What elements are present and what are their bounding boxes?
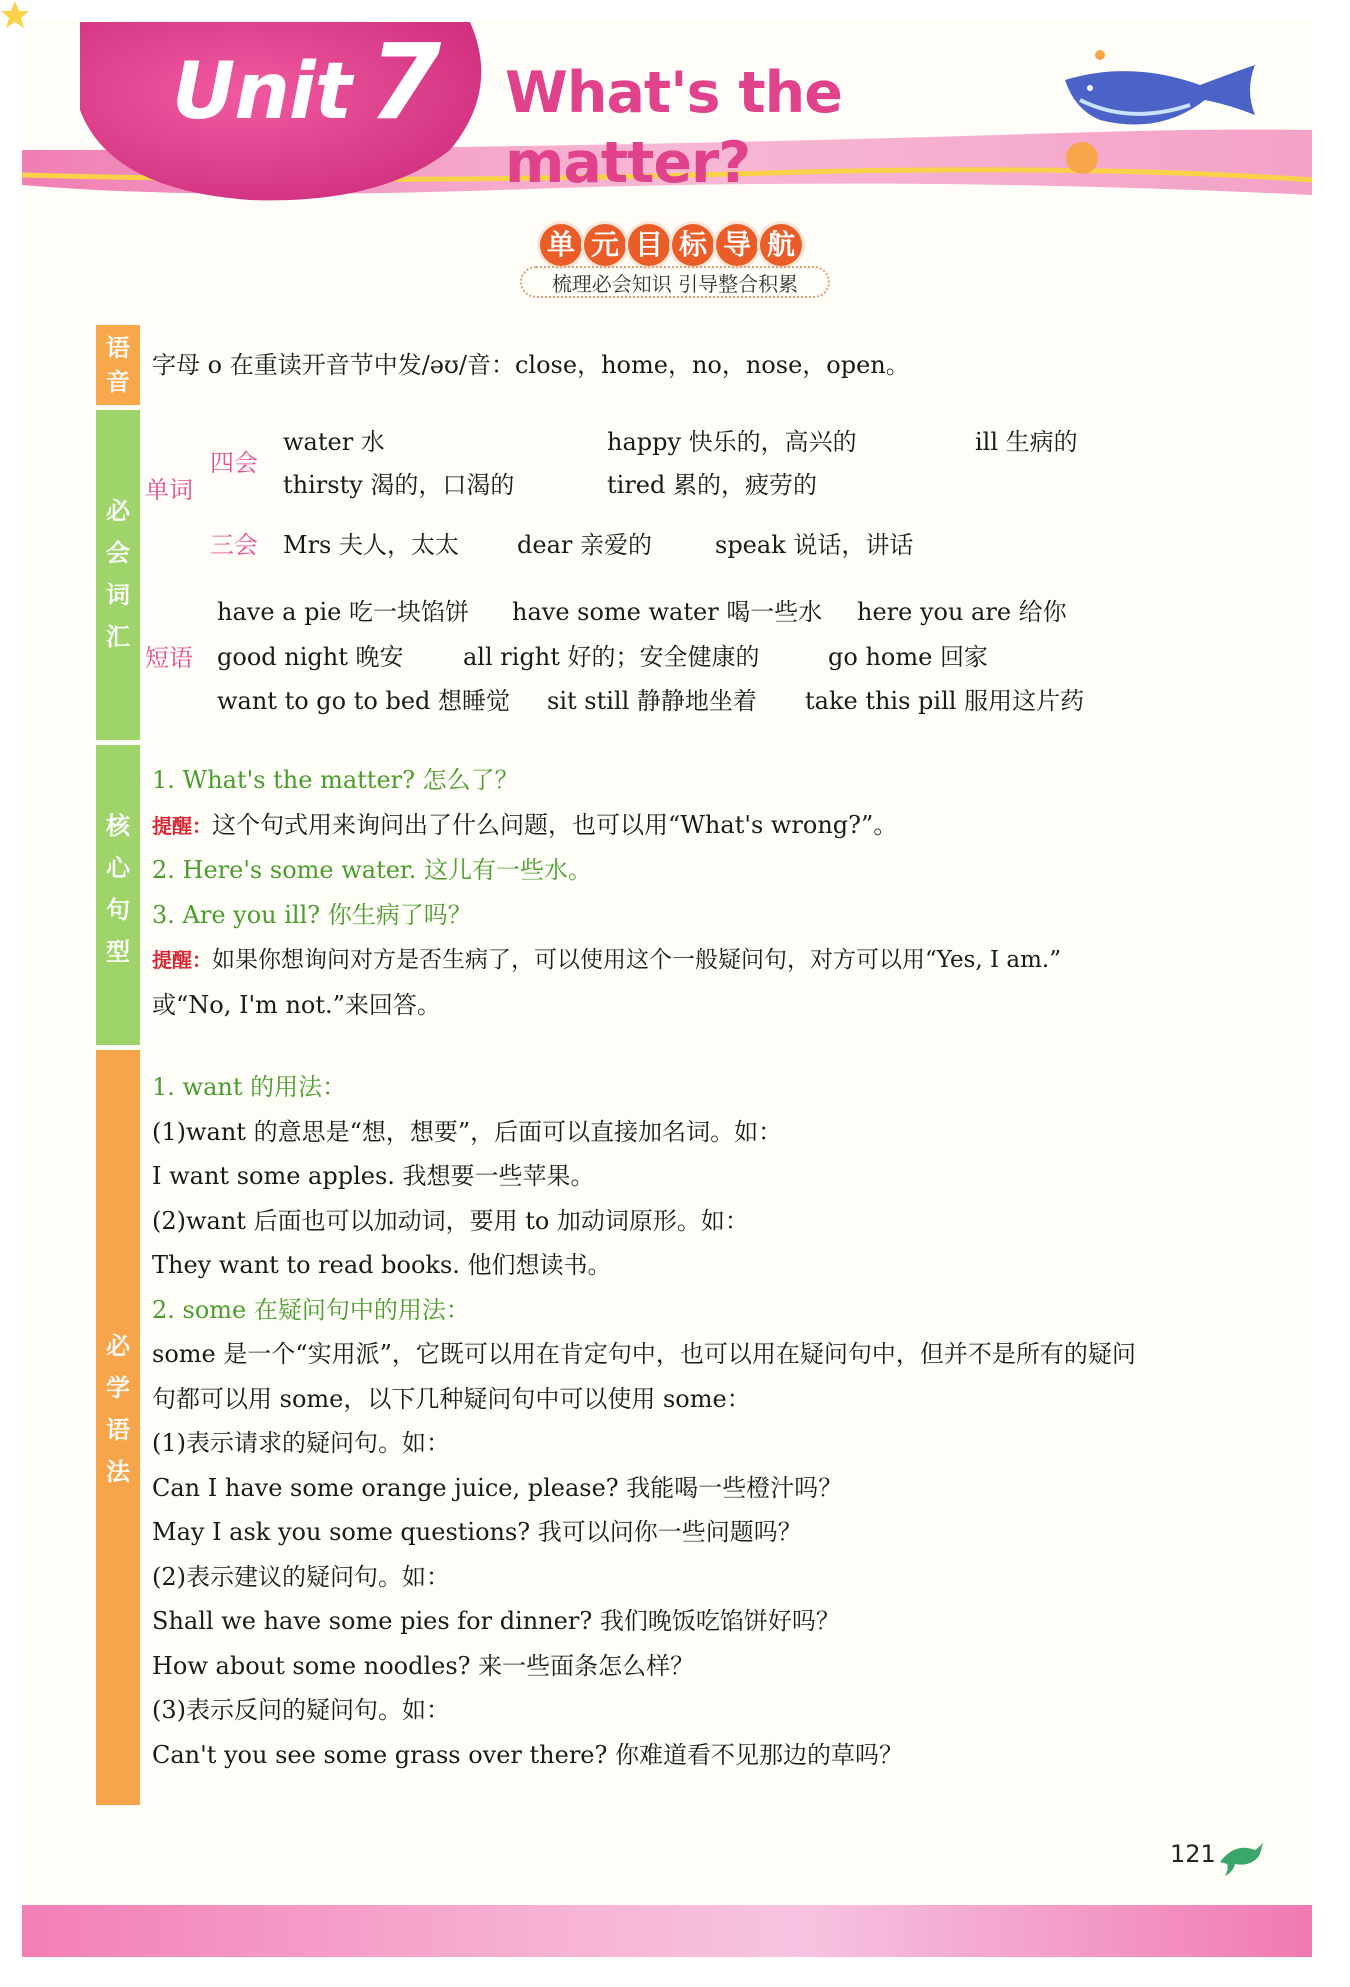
grammar-line: I want some apples. 我想要一些苹果。 bbox=[152, 1162, 595, 1190]
pronunciation-end: 。 bbox=[885, 351, 910, 379]
unit-word: Unit bbox=[172, 47, 351, 137]
grammar-line: (2)want 后面也可以加动词，要用 to 加动词原形。如： bbox=[152, 1206, 749, 1235]
phrases-label: 短语 bbox=[145, 644, 193, 672]
phrase: want to go to bed 想睡觉 bbox=[217, 687, 511, 715]
badge-char: 单 bbox=[540, 224, 582, 266]
tab-char: 必 bbox=[106, 497, 130, 525]
pronunciation-rule: 字母 o 在重读开音节中发/əʊ/音： bbox=[152, 351, 515, 379]
badge-subtitle: 梳理必会知识 引导整合积累 bbox=[520, 266, 830, 298]
tab-char: 句 bbox=[106, 896, 130, 924]
three-skill-label: 三会 bbox=[210, 531, 258, 559]
example-word: home bbox=[601, 351, 668, 379]
grammar-line: 句都可以用 some，以下几种疑问句中可以使用 some： bbox=[152, 1384, 751, 1413]
grammar-heading: 1. want 的用法： bbox=[152, 1073, 347, 1101]
tip-2-continued: 或“No, I'm not.”来回答。 bbox=[152, 991, 441, 1019]
key-sentence-3: 3. Are you ill? 你生病了吗？ bbox=[152, 901, 472, 929]
vocab-word: speak 说话，讲话 bbox=[715, 531, 914, 559]
grammar-line: How about some noodles? 来一些面条怎么样？ bbox=[152, 1651, 695, 1680]
pronunciation-line bbox=[152, 345, 910, 385]
tip-label: 提醒： bbox=[152, 948, 212, 972]
unit-title: What's the matter? bbox=[505, 60, 842, 196]
star-icon bbox=[0, 0, 30, 30]
vocab-word: water 水 bbox=[283, 428, 385, 456]
tab-char: 音 bbox=[106, 368, 130, 396]
tip-text: 如果你想询问对方是否生病了，可以使用这个一般疑问句，对方可以用“Yes, I am.” bbox=[212, 947, 1061, 973]
vocab-word: dear 亲爱的 bbox=[517, 531, 652, 559]
tab-grammar bbox=[96, 1050, 140, 1805]
badge-title bbox=[540, 224, 804, 266]
separator: ， bbox=[802, 351, 827, 379]
tip-2 bbox=[152, 940, 1061, 980]
footer-band bbox=[22, 1905, 1312, 1957]
badge-char: 元 bbox=[584, 224, 626, 266]
phrase: here you are 给你 bbox=[857, 598, 1067, 626]
phrase: sit still 静静地坐着 bbox=[547, 687, 757, 715]
tab-char: 词 bbox=[106, 581, 130, 609]
grammar-line: May I ask you some questions? 我可以问你一些问题吗？ bbox=[152, 1518, 802, 1546]
example-word: open bbox=[826, 351, 886, 379]
example-word: no bbox=[691, 351, 722, 379]
vocab-word: tired 累的，疲劳的 bbox=[607, 471, 817, 499]
grammar-line: (1)want 的意思是“想，想要”，后面可以直接加名词。如： bbox=[152, 1117, 783, 1146]
tab-char: 汇 bbox=[106, 623, 130, 651]
separator: ， bbox=[577, 351, 602, 379]
unit-label bbox=[172, 21, 472, 143]
key-sentence-1: 1. What's the matter? 怎么了？ bbox=[152, 766, 519, 794]
grammar-line: (1)表示请求的疑问句。如： bbox=[152, 1429, 450, 1457]
phrase: go home 回家 bbox=[828, 643, 988, 671]
badge-char: 导 bbox=[716, 224, 758, 266]
separator: ， bbox=[721, 351, 746, 379]
grammar-line: They want to read books. 他们想读书。 bbox=[152, 1251, 612, 1279]
grammar-line: Can't you see some grass over there? 你难道看不见那边的草吗？ bbox=[152, 1740, 903, 1769]
section-badge bbox=[520, 220, 830, 300]
unit-header bbox=[0, 0, 1350, 215]
tab-char: 语 bbox=[106, 334, 130, 362]
tip-label: 提醒： bbox=[152, 814, 212, 838]
tab-vocabulary bbox=[96, 410, 140, 740]
phrase: take this pill 服用这片药 bbox=[805, 687, 1085, 715]
grammar-line: Shall we have some pies for dinner? 我们晚饭吃馅饼好吗？ bbox=[152, 1607, 840, 1635]
tab-char: 心 bbox=[106, 854, 130, 882]
dolphin-icon bbox=[1215, 1832, 1265, 1882]
tab-pronunciation bbox=[96, 325, 140, 405]
vocab-word: thirsty 渴的，口渴的 bbox=[283, 471, 515, 499]
phrase: all right 好的；安全健康的 bbox=[463, 643, 760, 671]
grammar-line: (2)表示建议的疑问句。如： bbox=[152, 1562, 450, 1591]
separator: ， bbox=[667, 351, 692, 379]
example-word: nose bbox=[745, 351, 803, 379]
tab-char: 型 bbox=[106, 938, 130, 966]
page-number: 121 bbox=[1170, 1840, 1216, 1868]
example-word: close bbox=[514, 351, 578, 379]
badge-char: 航 bbox=[760, 224, 802, 266]
vocab-word: happy 快乐的，高兴的 bbox=[607, 428, 857, 456]
tab-char: 会 bbox=[106, 539, 130, 567]
phrase: have a pie 吃一块馅饼 bbox=[217, 598, 469, 626]
tab-char: 核 bbox=[106, 812, 130, 840]
four-skill-label: 四会 bbox=[210, 449, 258, 477]
tab-char: 语 bbox=[106, 1416, 130, 1444]
grammar-line: Can I have some orange juice, please? 我能喝一些橙汁吗？ bbox=[152, 1473, 843, 1502]
tab-char: 学 bbox=[106, 1374, 130, 1402]
unit-number: 7 bbox=[368, 21, 441, 143]
tip-1 bbox=[152, 805, 897, 846]
vocab-word: ill 生病的 bbox=[975, 428, 1078, 456]
badge-char: 标 bbox=[672, 224, 714, 266]
tab-char: 法 bbox=[106, 1458, 130, 1486]
tab-char: 必 bbox=[106, 1332, 130, 1360]
pronunciation-words bbox=[515, 351, 886, 379]
grammar-line: some 是一个“实用派”，它既可以用在肯定句中，也可以用在疑问句中，但并不是所有的疑问 bbox=[152, 1340, 1136, 1368]
vocab-word: Mrs 夫人，太太 bbox=[283, 531, 459, 559]
grammar-heading: 2. some 在疑问句中的用法： bbox=[152, 1295, 470, 1324]
tip-text: 这个句式用来询问出了什么问题，也可以用“What's wrong?”。 bbox=[212, 811, 898, 839]
tab-key-sentences bbox=[96, 745, 140, 1045]
words-label: 单词 bbox=[145, 476, 193, 504]
key-sentence-2: 2. Here's some water. 这儿有一些水。 bbox=[152, 856, 593, 884]
phrase: good night 晚安 bbox=[217, 643, 404, 671]
phrase: have some water 喝一些水 bbox=[512, 598, 823, 626]
badge-char: 目 bbox=[628, 224, 670, 266]
grammar-line: (3)表示反问的疑问句。如： bbox=[152, 1696, 450, 1724]
